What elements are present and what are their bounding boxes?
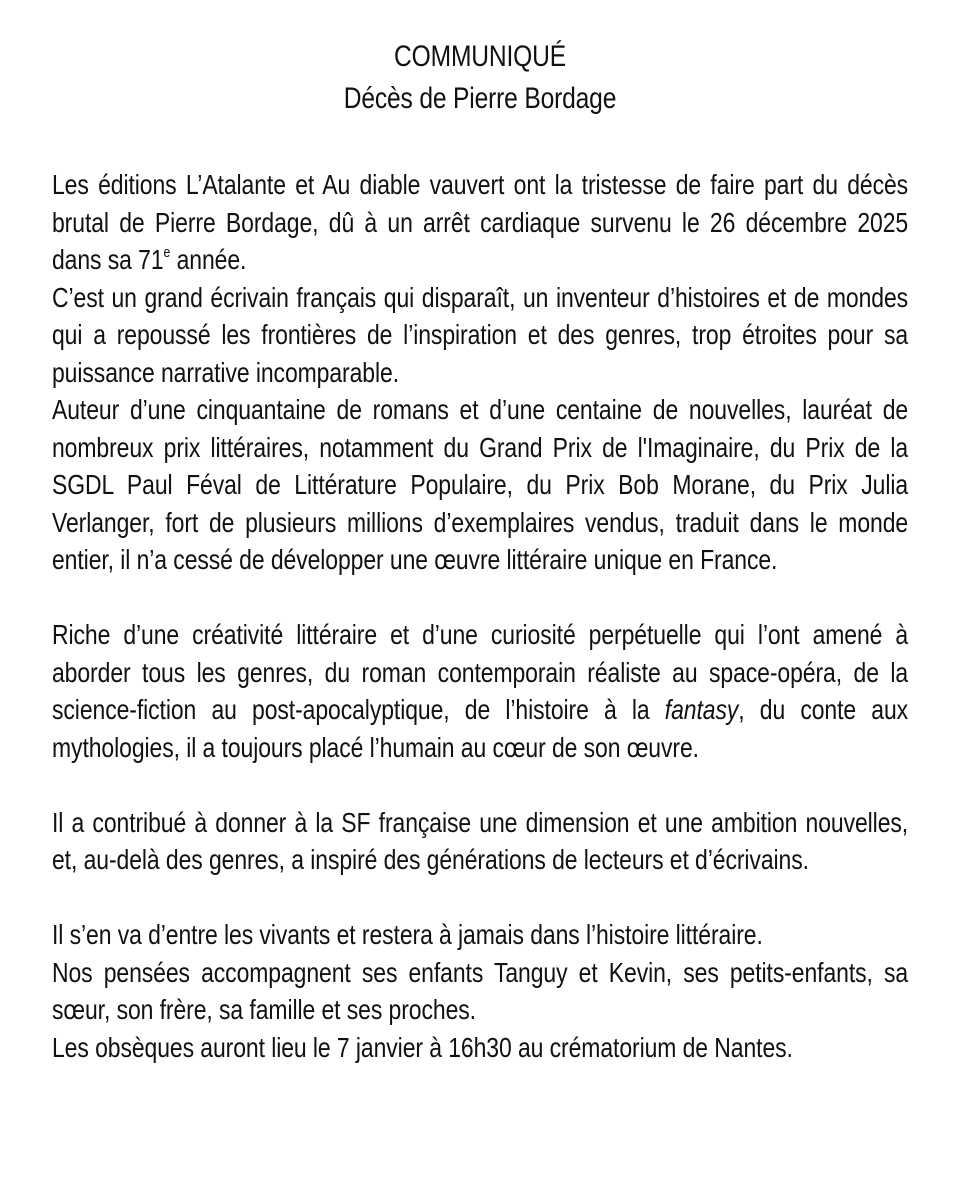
paragraph-genres	[52, 616, 908, 766]
paragraph-announcement-end: année.	[170, 244, 247, 275]
paragraph-career: Auteur d’une cinquantaine de romans et d’une centaine de nouvelles, lauréat de nombreux prix littéraires, notamment du Grand Prix de l'Imaginaire, du Prix de la SGDL Paul Féval de Littérature Populaire, du Prix Bob Morane, du Prix Julia Verlanger, fort de plusieurs millions d’exemplaires vendus, traduit dans le monde entier, il n’a cessé de développer une œuvre littéraire unique en France.	[52, 394, 909, 575]
paragraph-funeral: Les obsèques auront lieu le 7 janvier à 16h30 au crématorium de Nantes.	[52, 1031, 793, 1063]
paragraph-condolences: Nos pensées accompagnent ses enfants Tanguy et Kevin, ses petits-enfants, sa sœur, son frère, sa famille et ses proches.	[52, 956, 909, 1025]
ordinal-superscript: e	[163, 243, 171, 261]
paragraph-contribution: Il a contribué à donner à la SF française une dimension et une ambition nouvelles, et, au-delà des genres, a inspiré des générations de lecteurs et d’écrivains.	[52, 806, 909, 875]
paragraph-genres-text: Riche d’une créativité littéraire et d’une curiosité perpétuelle qui l’ont amené à aborder tous les genres, du roman contemporain réaliste au space-opéra, de la science-fiction au post-apocalyptique, de l’histoire à la	[52, 619, 909, 725]
press-release-body	[52, 166, 908, 1104]
italic-term: fantasy	[664, 694, 739, 725]
document-title: COMMUNIQUÉ	[394, 40, 566, 73]
paragraph-announcement	[52, 166, 908, 279]
paragraph-legacy: Il s’en va d’entre les vivants et restera à jamais dans l’histoire littéraire.	[52, 919, 763, 950]
document-subtitle: Décès de Pierre Bordage	[343, 82, 617, 115]
paragraph-tribute: C’est un grand écrivain français qui disparaît, un inventeur d’histoires et de mondes qui a repoussé les frontières de l’inspiration et des genres, trop étroites pour sa puissance narrative incomparable.	[52, 281, 909, 388]
press-release-header	[52, 36, 908, 120]
paragraph-announcement-text: Les éditions L’Atalante et Au diable vauvert ont la tristesse de faire part du décès brutal de Pierre Bordage, dû à un arrêt cardiaque survenu le 26 décembre 2025 dans sa 71	[52, 169, 909, 275]
paragraph-genres-end: , du conte aux mythologies, il a toujours placé l’humain au cœur de son œuvre.	[52, 694, 909, 763]
